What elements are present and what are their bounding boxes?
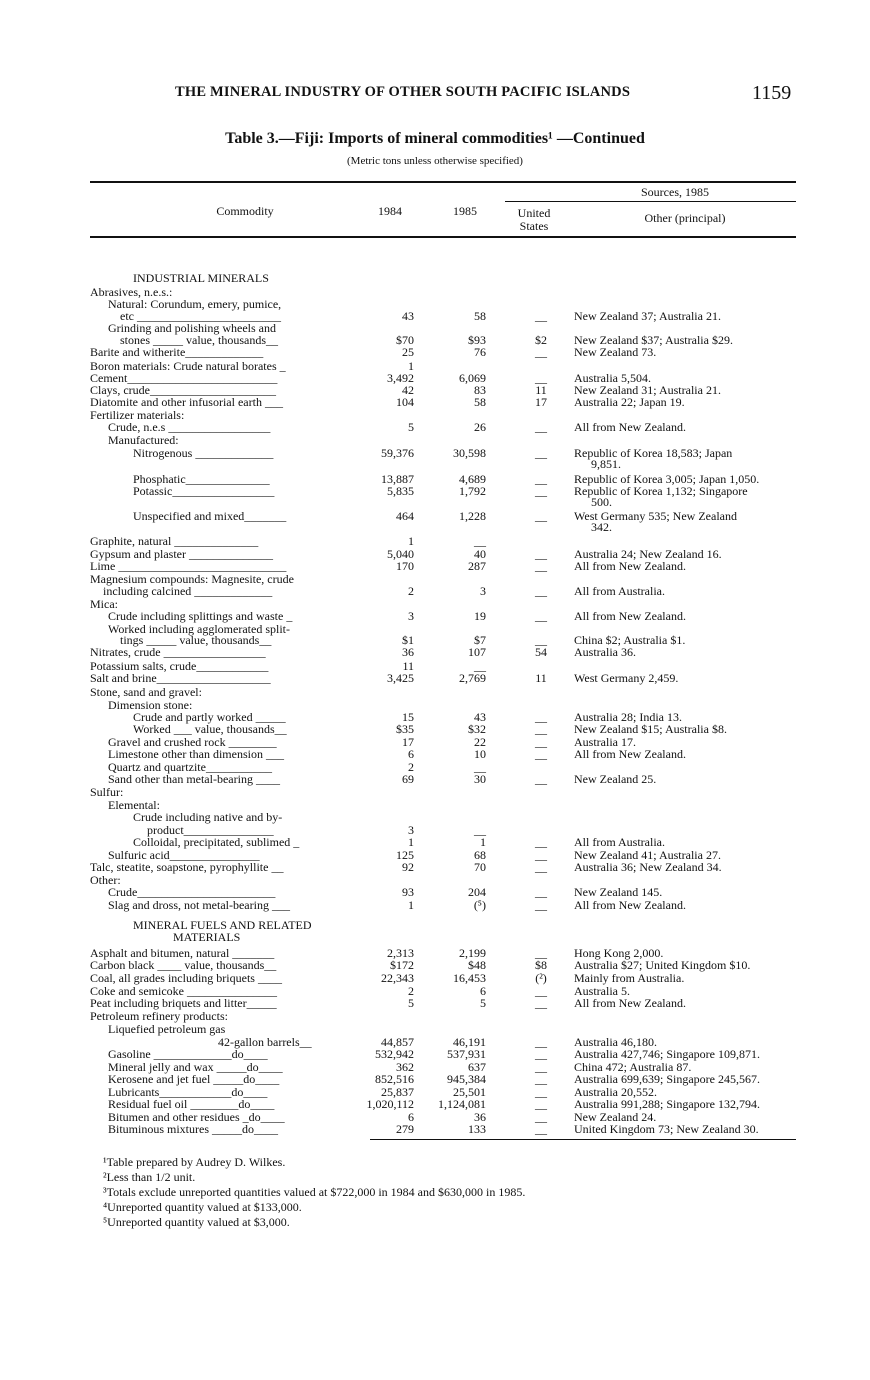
commodity-cell: Elemental: bbox=[108, 798, 160, 812]
united-states-cell: __ bbox=[535, 446, 547, 460]
footnote-3: ³Totals exclude unreported quantities valued at $722,000 in 1984 and $630,000 in 1985. bbox=[103, 1185, 526, 1199]
value-1984-cell: 2 bbox=[408, 760, 414, 774]
value-1985-cell: 10 bbox=[474, 747, 486, 761]
united-states-cell: __ bbox=[535, 946, 547, 960]
commodity-cell: Crude, n.e.s _________________ bbox=[108, 420, 271, 434]
united-states-cell: 11 bbox=[535, 383, 547, 397]
other-sources-cell: New Zealand $15; Australia $8. bbox=[574, 722, 727, 736]
value-1984-cell: 5,835 bbox=[387, 484, 414, 498]
table-row bbox=[0, 346, 870, 359]
table-row bbox=[0, 458, 870, 471]
united-states-cell: 11 bbox=[535, 671, 547, 685]
commodity-cell: Bituminous mixtures _____do____ bbox=[108, 1122, 279, 1136]
other-sources-cell: All from New Zealand. bbox=[574, 747, 686, 761]
other-sources-cell: New Zealand 37; Australia 21. bbox=[574, 309, 721, 323]
value-1985-cell: 2,769 bbox=[459, 671, 486, 685]
value-1984-cell: 5,040 bbox=[387, 547, 414, 561]
value-1984-cell: 3 bbox=[408, 609, 414, 623]
other-sources-cell: West Germany 535; New Zealand bbox=[574, 509, 737, 523]
value-1984-cell: 104 bbox=[396, 395, 414, 409]
value-1985-cell: 6 bbox=[480, 984, 486, 998]
commodity-cell: Talc, steatite, soapstone, pyrophyllite __ bbox=[90, 860, 284, 874]
value-1985-cell: 6,069 bbox=[459, 371, 486, 385]
value-1984-cell: 464 bbox=[396, 509, 414, 523]
united-states-cell: (²) bbox=[535, 971, 547, 985]
commodity-cell: Bitumen and other residues _do____ bbox=[108, 1110, 285, 1124]
united-states-cell: __ bbox=[535, 1110, 547, 1124]
value-1985-cell: __ bbox=[474, 760, 486, 774]
table-row bbox=[0, 773, 870, 786]
other-sources-cell: New Zealand 73. bbox=[574, 345, 657, 359]
other-sources-cell: All from New Zealand. bbox=[574, 898, 686, 912]
commodity-cell: Sulfuric acid_______________ bbox=[108, 848, 260, 862]
other-sources-cell: Australia 5. bbox=[574, 984, 630, 998]
other-sources-cell: Republic of Korea 3,005; Japan 1,050. bbox=[574, 472, 760, 486]
commodity-cell: Dimension stone: bbox=[108, 698, 193, 712]
other-sources-cell: New Zealand 145. bbox=[574, 885, 663, 899]
value-1984-cell: 1 bbox=[408, 359, 414, 373]
united-states-cell: 54 bbox=[535, 645, 547, 659]
table-row bbox=[0, 1123, 870, 1136]
commodity-cell: Potassic_________________ bbox=[133, 484, 275, 498]
value-1984-cell: $70 bbox=[396, 333, 414, 347]
value-1985-cell: 76 bbox=[474, 345, 486, 359]
united-states-cell: __ bbox=[535, 898, 547, 912]
commodity-cell: Fertilizer materials: bbox=[90, 408, 185, 422]
value-1984-cell: 25 bbox=[402, 345, 414, 359]
commodity-cell: Residual fuel oil ________do____ bbox=[108, 1097, 275, 1111]
united-states-cell: __ bbox=[535, 509, 547, 523]
commodity-cell: Sand other than metal-bearing ____ bbox=[108, 772, 280, 786]
united-states-cell: __ bbox=[535, 885, 547, 899]
commodity-cell: Kerosene and jet fuel _____do____ bbox=[108, 1072, 280, 1086]
footnote-5: ⁵Unreported quantity valued at $3,000. bbox=[103, 1215, 290, 1229]
table-row bbox=[0, 434, 870, 447]
table-row bbox=[0, 585, 870, 598]
united-states-cell: __ bbox=[535, 547, 547, 561]
other-sources-cell: Australia 5,504. bbox=[574, 371, 651, 385]
other-sources-cell: Republic of Korea 1,132; Singapore bbox=[574, 484, 748, 498]
value-1984-cell: 15 bbox=[402, 710, 414, 724]
commodity-cell: Crude including native and by- bbox=[133, 810, 283, 824]
value-1985-cell: 4,689 bbox=[459, 472, 486, 486]
column-header-commodity: Commodity bbox=[216, 204, 274, 218]
value-1984-cell: 1 bbox=[408, 898, 414, 912]
value-1984-cell: 13,887 bbox=[381, 472, 414, 486]
value-1985-cell: __ bbox=[474, 659, 486, 673]
united-states-cell: __ bbox=[535, 860, 547, 874]
table-title: Table 3.—Fiji: Imports of mineral commodities¹ —Continued bbox=[225, 130, 645, 147]
value-1985-cell: 25,501 bbox=[453, 1085, 486, 1099]
commodity-cell: Petroleum refinery products: bbox=[90, 1009, 228, 1023]
value-1985-cell: $48 bbox=[468, 958, 486, 972]
united-states-cell: __ bbox=[535, 984, 547, 998]
value-1985-cell: 1,792 bbox=[459, 484, 486, 498]
value-1984-cell: 1 bbox=[408, 534, 414, 548]
value-1985-cell: 945,384 bbox=[447, 1072, 486, 1086]
value-1984-cell: 5 bbox=[408, 996, 414, 1010]
commodity-cell: Crude_______________________ bbox=[108, 885, 276, 899]
table-row bbox=[0, 811, 870, 824]
value-1985-cell: 16,453 bbox=[453, 971, 486, 985]
united-states-cell: 17 bbox=[535, 395, 547, 409]
value-1984-cell: 2,313 bbox=[387, 946, 414, 960]
united-states-cell: __ bbox=[535, 371, 547, 385]
commodity-cell: Grinding and polishing wheels and bbox=[108, 321, 276, 335]
commodity-cell: Other: bbox=[90, 873, 121, 887]
commodity-cell: Gypsum and plaster ______________ bbox=[90, 547, 273, 561]
value-1984-cell: 93 bbox=[402, 885, 414, 899]
value-1985-cell: 68 bbox=[474, 848, 486, 862]
value-1985-cell: $7 bbox=[474, 633, 486, 647]
commodity-cell: Barite and witherite_____________ bbox=[90, 345, 264, 359]
commodity-cell: stones _____ value, thousands__ bbox=[120, 333, 278, 347]
commodity-cell: Crude including splittings and waste _ bbox=[108, 609, 293, 623]
value-1984-cell: 25,837 bbox=[381, 1085, 414, 1099]
commodity-cell: Lime ____________________________ bbox=[90, 559, 287, 573]
other-sources-cell: Australia 28; India 13. bbox=[574, 710, 682, 724]
table-row bbox=[0, 672, 870, 685]
other-sources-cell: 342. bbox=[591, 520, 612, 534]
other-sources-cell: All from New Zealand. bbox=[574, 559, 686, 573]
footnote-4: ⁴Unreported quantity valued at $133,000. bbox=[103, 1200, 302, 1214]
other-sources-cell: Mainly from Australia. bbox=[574, 971, 685, 985]
value-1985-cell: 30,598 bbox=[453, 446, 486, 460]
value-1984-cell: 43 bbox=[402, 309, 414, 323]
table-row bbox=[0, 931, 870, 944]
commodity-cell: Crude and partly worked _____ bbox=[133, 710, 286, 724]
table-row bbox=[0, 899, 870, 912]
value-1984-cell: 1,020,112 bbox=[366, 1097, 414, 1111]
footnote-1: ¹Table prepared by Audrey D. Wilkes. bbox=[103, 1155, 286, 1169]
united-states-cell: __ bbox=[535, 747, 547, 761]
other-sources-cell: Australia 17. bbox=[574, 735, 636, 749]
other-sources-cell: All from New Zealand. bbox=[574, 996, 686, 1010]
other-sources-cell: New Zealand 31; Australia 21. bbox=[574, 383, 721, 397]
value-1985-cell: 3 bbox=[480, 584, 486, 598]
commodity-cell: Gasoline _____________do____ bbox=[108, 1047, 268, 1061]
commodity-cell: Salt and brine___________________ bbox=[90, 671, 271, 685]
commodity-cell: INDUSTRIAL MINERALS bbox=[133, 271, 269, 285]
commodity-cell: Sulfur: bbox=[90, 785, 124, 799]
value-1985-cell: 637 bbox=[468, 1060, 486, 1074]
commodity-cell: MINERAL FUELS AND RELATED bbox=[133, 918, 312, 932]
value-1985-cell: __ bbox=[474, 823, 486, 837]
value-1985-cell: 83 bbox=[474, 383, 486, 397]
united-states-cell: __ bbox=[535, 559, 547, 573]
table-row bbox=[0, 496, 870, 509]
united-states-cell: __ bbox=[535, 309, 547, 323]
value-1985-cell: 537,931 bbox=[447, 1047, 486, 1061]
value-1984-cell: 11 bbox=[402, 659, 414, 673]
other-sources-cell: Australia 699,639; Singapore 245,567. bbox=[574, 1072, 760, 1086]
united-states-cell: __ bbox=[535, 472, 547, 486]
commodity-cell: including calcined _____________ bbox=[103, 584, 273, 598]
value-1984-cell: 3 bbox=[408, 823, 414, 837]
commodity-cell: Mineral jelly and wax _____do____ bbox=[108, 1060, 283, 1074]
commodity-cell: Potassium salts, crude____________ bbox=[90, 659, 269, 673]
table-row bbox=[0, 272, 870, 285]
table-row bbox=[0, 1023, 870, 1036]
commodity-cell: Unspecified and mixed_______ bbox=[133, 509, 287, 523]
value-1984-cell: $35 bbox=[396, 722, 414, 736]
commodity-cell: Carbon black ____ value, thousands__ bbox=[90, 958, 277, 972]
united-states-cell: __ bbox=[535, 996, 547, 1010]
commodity-cell: Manufactured: bbox=[108, 433, 179, 447]
table-row bbox=[0, 861, 870, 874]
commodity-cell: Gravel and crushed rock ________ bbox=[108, 735, 277, 749]
commodity-cell: Coal, all grades including briquets ____ bbox=[90, 971, 282, 985]
value-1984-cell: 6 bbox=[408, 1110, 414, 1124]
value-1984-cell: 42 bbox=[402, 383, 414, 397]
value-1984-cell: 2 bbox=[408, 584, 414, 598]
commodity-cell: Liquefied petroleum gas bbox=[108, 1022, 226, 1036]
other-sources-cell: All from New Zealand. bbox=[574, 609, 686, 623]
other-sources-cell: All from Australia. bbox=[574, 584, 665, 598]
united-states-cell: __ bbox=[535, 1085, 547, 1099]
column-header-1985: 1985 bbox=[453, 204, 477, 218]
value-1985-cell: 1,228 bbox=[459, 509, 486, 523]
other-sources-cell: Australia 36. bbox=[574, 645, 636, 659]
other-sources-cell: Australia 24; New Zealand 16. bbox=[574, 547, 722, 561]
value-1985-cell: 5 bbox=[480, 996, 486, 1010]
other-sources-cell: Australia 427,746; Singapore 109,871. bbox=[574, 1047, 760, 1061]
commodity-cell: product_______________ bbox=[147, 823, 274, 837]
value-1985-cell: 133 bbox=[468, 1122, 486, 1136]
other-sources-cell: West Germany 2,459. bbox=[574, 671, 679, 685]
value-1984-cell: 279 bbox=[396, 1122, 414, 1136]
united-states-cell: __ bbox=[535, 710, 547, 724]
other-sources-cell: 500. bbox=[591, 495, 612, 509]
other-sources-cell: Australia 20,552. bbox=[574, 1085, 657, 1099]
united-states-cell: __ bbox=[535, 1072, 547, 1086]
value-1985-cell: 2,199 bbox=[459, 946, 486, 960]
value-1985-cell: 1,124,081 bbox=[438, 1097, 486, 1111]
commodity-cell: Nitrogenous _____________ bbox=[133, 446, 274, 460]
united-states-cell: __ bbox=[535, 584, 547, 598]
value-1984-cell: 3,492 bbox=[387, 371, 414, 385]
value-1984-cell: 6 bbox=[408, 747, 414, 761]
united-states-cell: __ bbox=[535, 735, 547, 749]
commodity-cell: Nitrates, crude _________________ bbox=[90, 645, 266, 659]
value-1985-cell: 1 bbox=[480, 835, 486, 849]
other-sources-cell: Australia 991,288; Singapore 132,794. bbox=[574, 1097, 760, 1111]
value-1984-cell: 5 bbox=[408, 420, 414, 434]
value-1984-cell: $172 bbox=[390, 958, 414, 972]
other-sources-cell: New Zealand 41; Australia 27. bbox=[574, 848, 721, 862]
other-sources-cell: All from Australia. bbox=[574, 835, 665, 849]
value-1984-cell: 170 bbox=[396, 559, 414, 573]
footnotes bbox=[103, 1155, 525, 1230]
value-1985-cell: (⁵) bbox=[473, 898, 486, 912]
united-states-cell: __ bbox=[535, 1035, 547, 1049]
column-header-sources: Sources, 1985 bbox=[641, 185, 709, 199]
other-sources-cell: Australia 22; Japan 19. bbox=[574, 395, 685, 409]
value-1984-cell: 852,516 bbox=[375, 1072, 414, 1086]
value-1984-cell: 59,376 bbox=[381, 446, 414, 460]
value-1985-cell: 36 bbox=[474, 1110, 486, 1124]
commodity-cell: tings _____ value, thousands__ bbox=[120, 633, 272, 647]
value-1984-cell: 44,857 bbox=[381, 1035, 414, 1049]
value-1984-cell: 2 bbox=[408, 984, 414, 998]
value-1984-cell: 1 bbox=[408, 835, 414, 849]
value-1985-cell: 46,191 bbox=[453, 1035, 486, 1049]
united-states-cell: __ bbox=[535, 1097, 547, 1111]
value-1985-cell: 70 bbox=[474, 860, 486, 874]
commodity-cell: Worked ___ value, thousands__ bbox=[133, 722, 287, 736]
value-1985-cell: 40 bbox=[474, 547, 486, 561]
united-states-cell: __ bbox=[535, 722, 547, 736]
united-states-cell: __ bbox=[535, 633, 547, 647]
column-header-us-line1: United bbox=[517, 206, 551, 220]
value-1985-cell: 30 bbox=[474, 772, 486, 786]
united-states-cell: __ bbox=[535, 848, 547, 862]
value-1984-cell: 532,942 bbox=[375, 1047, 414, 1061]
other-sources-cell: China 472; Australia 87. bbox=[574, 1060, 692, 1074]
other-sources-cell: Hong Kong 2,000. bbox=[574, 946, 664, 960]
commodity-cell: MATERIALS bbox=[173, 930, 241, 944]
column-header-1984: 1984 bbox=[378, 204, 402, 218]
commodity-cell: Colloidal, precipitated, sublimed _ bbox=[133, 835, 300, 849]
table-subtitle: (Metric tons unless otherwise specified) bbox=[347, 155, 523, 167]
value-1984-cell: $1 bbox=[402, 633, 414, 647]
value-1985-cell: 22 bbox=[474, 735, 486, 749]
commodity-cell: Peat including briquets and litter_____ bbox=[90, 996, 277, 1010]
value-1984-cell: 362 bbox=[396, 1060, 414, 1074]
value-1985-cell: 58 bbox=[474, 395, 486, 409]
commodity-cell: Clays, crude_____________________ bbox=[90, 383, 276, 397]
united-states-cell: __ bbox=[535, 609, 547, 623]
value-1985-cell: 287 bbox=[468, 559, 486, 573]
commodity-cell: Lubricants____________do____ bbox=[108, 1085, 268, 1099]
commodity-cell: Diatomite and other infusorial earth ___ bbox=[90, 395, 283, 409]
table-row bbox=[0, 521, 870, 534]
commodity-cell: Limestone other than dimension ___ bbox=[108, 747, 284, 761]
value-1985-cell: 107 bbox=[468, 645, 486, 659]
value-1984-cell: 17 bbox=[402, 735, 414, 749]
commodity-cell: Phosphatic______________ bbox=[133, 472, 270, 486]
commodity-cell: Cement_________________________ bbox=[90, 371, 278, 385]
value-1984-cell: 125 bbox=[396, 848, 414, 862]
commodity-cell: Asphalt and bitumen, natural _______ bbox=[90, 946, 275, 960]
commodity-cell: Worked including agglomerated split- bbox=[108, 622, 290, 636]
united-states-cell: $2 bbox=[535, 333, 547, 347]
other-sources-cell: New Zealand $37; Australia $29. bbox=[574, 333, 733, 347]
other-sources-cell: Australia 36; New Zealand 34. bbox=[574, 860, 722, 874]
value-1985-cell: 19 bbox=[474, 609, 486, 623]
commodity-cell: etc ________________________ bbox=[120, 309, 281, 323]
value-1985-cell: $32 bbox=[468, 722, 486, 736]
other-sources-cell: Australia $27; United Kingdom $10. bbox=[574, 958, 751, 972]
footnote-2: ²Less than 1/2 unit. bbox=[103, 1170, 196, 1184]
commodity-cell: Boron materials: Crude natural borates _ bbox=[90, 359, 286, 373]
commodity-cell: Abrasives, n.e.s.: bbox=[90, 285, 173, 299]
commodity-cell: Quartz and quartzite___________ bbox=[108, 760, 272, 774]
commodity-cell: Stone, sand and gravel: bbox=[90, 685, 202, 699]
united-states-cell: __ bbox=[535, 420, 547, 434]
value-1985-cell: $93 bbox=[468, 333, 486, 347]
other-sources-cell: New Zealand 25. bbox=[574, 772, 657, 786]
value-1985-cell: 26 bbox=[474, 420, 486, 434]
value-1984-cell: 36 bbox=[402, 645, 414, 659]
united-states-cell: __ bbox=[535, 1060, 547, 1074]
commodity-cell: Natural: Corundum, emery, pumice, bbox=[108, 297, 282, 311]
other-sources-cell: 9,851. bbox=[591, 457, 621, 471]
table-row bbox=[0, 646, 870, 659]
value-1985-cell: 204 bbox=[468, 885, 486, 899]
value-1984-cell: 3,425 bbox=[387, 671, 414, 685]
column-header-other: Other (principal) bbox=[644, 211, 726, 225]
value-1984-cell: 22,343 bbox=[381, 971, 414, 985]
united-states-cell: __ bbox=[535, 1122, 547, 1136]
other-sources-cell: Australia 46,180. bbox=[574, 1035, 657, 1049]
united-states-cell: __ bbox=[535, 1047, 547, 1061]
value-1985-cell: 58 bbox=[474, 309, 486, 323]
other-sources-cell: All from New Zealand. bbox=[574, 420, 686, 434]
commodity-cell: 42-gallon barrels__ bbox=[218, 1035, 312, 1049]
value-1984-cell: 69 bbox=[402, 772, 414, 786]
commodity-cell: Magnesium compounds: Magnesite, crude bbox=[90, 572, 294, 586]
commodity-cell: Mica: bbox=[90, 597, 118, 611]
united-states-cell: __ bbox=[535, 345, 547, 359]
page-number: 1159 bbox=[752, 82, 792, 104]
commodity-cell: Coke and semicoke _______________ bbox=[90, 984, 277, 998]
other-sources-cell: Republic of Korea 18,583; Japan bbox=[574, 446, 733, 460]
united-states-cell: __ bbox=[535, 835, 547, 849]
column-header-us-line2: States bbox=[519, 219, 549, 233]
value-1984-cell: 92 bbox=[402, 860, 414, 874]
other-sources-cell: New Zealand 24. bbox=[574, 1110, 657, 1124]
united-states-cell: $8 bbox=[535, 958, 547, 972]
united-states-cell: __ bbox=[535, 772, 547, 786]
running-title: THE MINERAL INDUSTRY OF OTHER SOUTH PACIFIC ISLANDS bbox=[175, 84, 631, 100]
value-1985-cell: 43 bbox=[474, 710, 486, 724]
commodity-cell: Slag and dross, not metal-bearing ___ bbox=[108, 898, 290, 912]
other-sources-cell: United Kingdom 73; New Zealand 30. bbox=[574, 1122, 759, 1136]
value-1985-cell: __ bbox=[474, 534, 486, 548]
other-sources-cell: China $2; Australia $1. bbox=[574, 633, 686, 647]
united-states-cell: __ bbox=[535, 484, 547, 498]
commodity-cell: Graphite, natural ______________ bbox=[90, 534, 259, 548]
